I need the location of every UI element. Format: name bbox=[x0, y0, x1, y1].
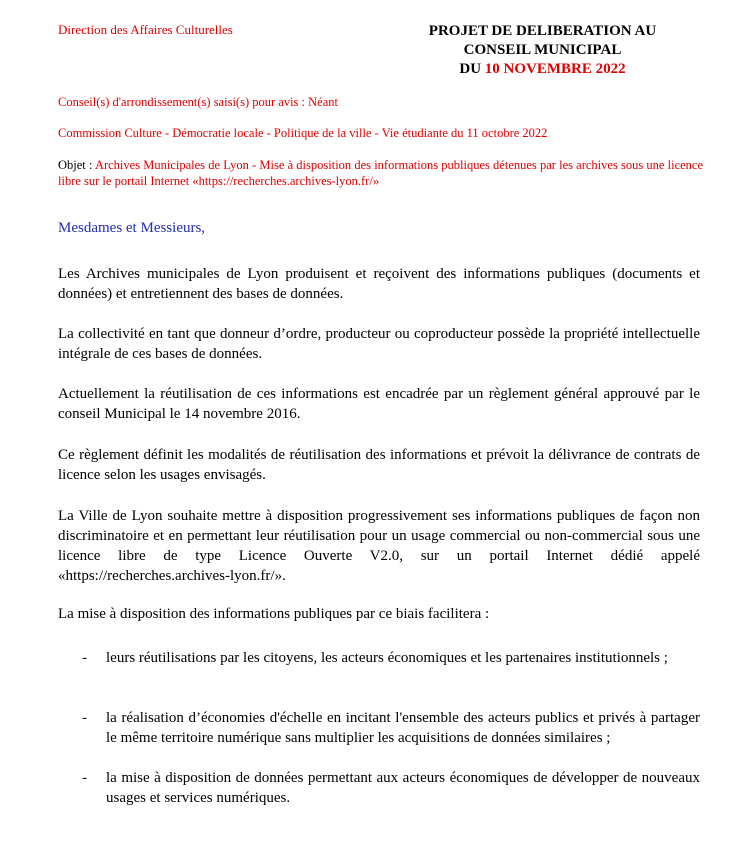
paragraph-4: Ce règlement définit les modalités de réutilisation des informations et prévoit la délivrance de contrats de licence selon les usages envisagés. bbox=[58, 447, 700, 483]
issuing-department: Direction des Affaires Culturelles bbox=[58, 22, 233, 37]
bullet-dash: - bbox=[82, 770, 87, 786]
bullet-text-1: leurs réutilisations par les citoyens, les acteurs économiques et les partenaires institutionnels ; bbox=[106, 650, 668, 666]
commission-line: Commission Culture - Démocratie locale - Politique de la ville - Vie étudiante du 11 octobre 2022 bbox=[58, 126, 548, 140]
bullet-text-3: la mise à disposition de données permettant aux acteurs économiques de développer de nouveaux usages et services numériques. bbox=[106, 770, 700, 806]
salutation: Mesdames et Messieurs, bbox=[58, 220, 206, 236]
bullet-text-2: la réalisation d’économies d'échelle en incitant l'ensemble des acteurs publics et privés à partager le même territoire numérique sans multiplier les acquisitions de données similaires ; bbox=[106, 710, 700, 746]
title-date-line bbox=[410, 60, 675, 79]
objet-block bbox=[58, 157, 703, 189]
paragraph-1: Les Archives municipales de Lyon produisent et reçoivent des informations publiques (documents et données) et entretiennent des bases de données. bbox=[58, 266, 700, 302]
bullet-dash: - bbox=[82, 650, 87, 666]
objet-text: Archives Municipales de Lyon - Mise à disposition des informations publiques détenues par les archives sous une licence libre sur le portail Internet «https://recherches.archives-lyon.fr/» bbox=[58, 158, 704, 188]
title-line-2: CONSEIL MUNICIPAL bbox=[463, 42, 622, 58]
document-title bbox=[410, 22, 675, 79]
objet-label: Objet : bbox=[58, 158, 93, 172]
title-line-1: PROJET DE DELIBERATION AU bbox=[428, 23, 657, 39]
bullet-dash: - bbox=[82, 710, 87, 726]
title-date: 10 NOVEMBRE 2022 bbox=[484, 61, 626, 77]
paragraph-5: La Ville de Lyon souhaite mettre à disposition progressivement ses informations publiques de façon non discriminatoire et en permettant leur réutilisation pour un usage commercial ou non-commercial sous une licence libre de type Licence Ouverte V2.0, sur un portail Internet dédié appelé «https://recherches.archives-lyon.fr/». bbox=[58, 508, 700, 584]
conseils-arrondissement: Conseil(s) d'arrondissement(s) saisi(s) pour avis : Néant bbox=[58, 95, 338, 109]
paragraph-2: La collectivité en tant que donneur d’ordre, producteur ou coproducteur possède la propriété intellectuelle intégrale de ces bases de données. bbox=[58, 326, 700, 362]
paragraph-6: La mise à disposition des informations publiques par ce biais facilitera : bbox=[58, 606, 490, 622]
paragraph-3: Actuellement la réutilisation de ces informations est encadrée par un règlement général approuvé par le conseil Municipal le 14 novembre 2016. bbox=[58, 386, 700, 422]
title-date-prefix: DU bbox=[459, 61, 482, 77]
